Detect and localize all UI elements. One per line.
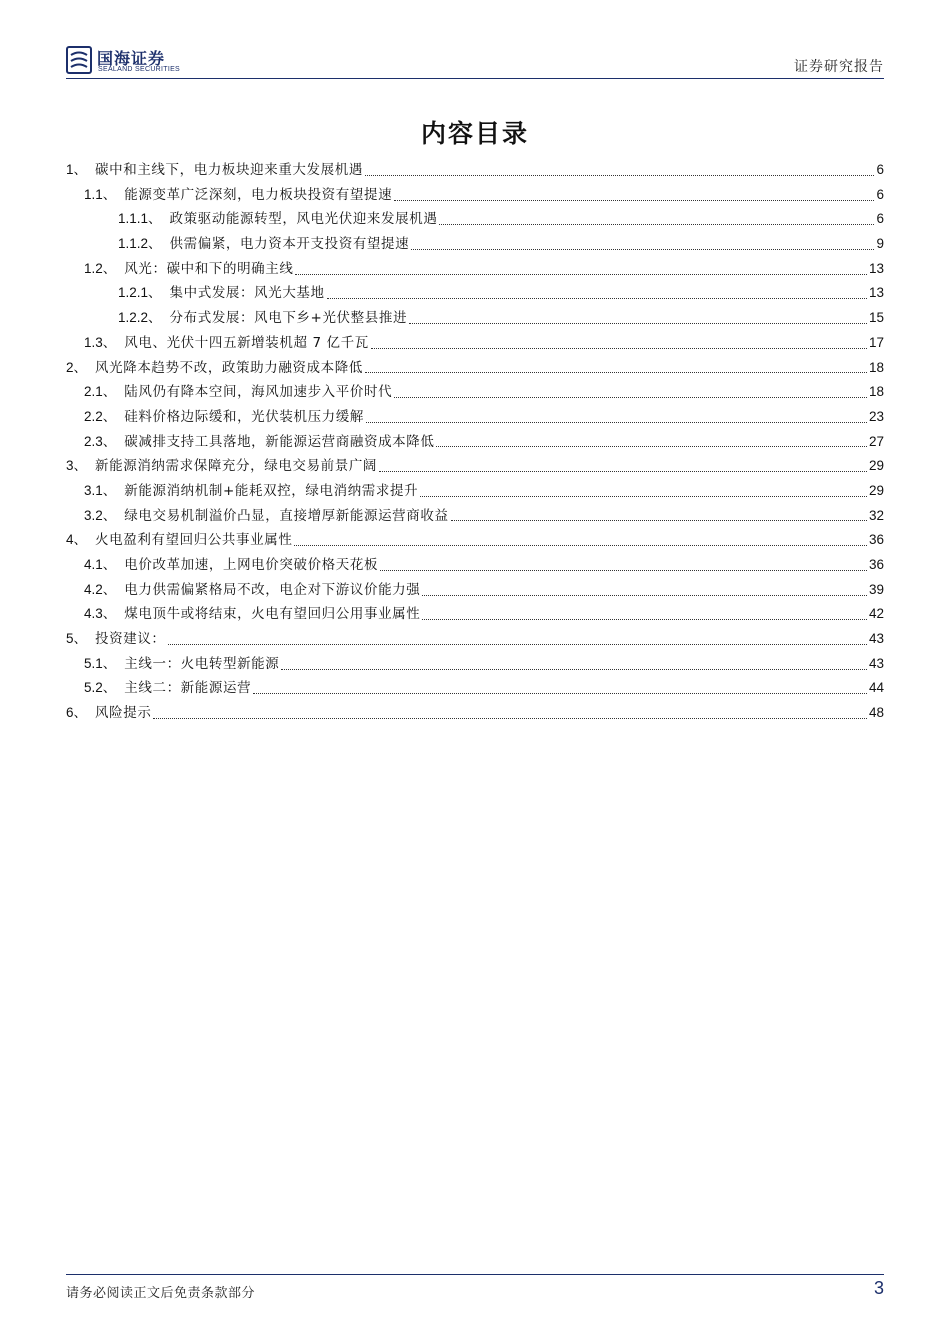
toc-entry-number: 1.1、 [84,186,117,202]
toc-entry-number: 1.2.1、 [118,285,162,301]
toc-entry-page: 29 [868,458,884,474]
toc-entry-text: 风光降本趋势不改，政策助力融资成本降低 [95,359,363,376]
toc-entry-page: 6 [876,211,884,227]
toc-entry-text: 新能源消纳机制+能耗双控，绿电消纳需求提升 [124,482,419,499]
toc-entry-number: 1.1.1、 [118,211,162,227]
toc-entry-page: 44 [868,680,884,696]
toc-entry-text: 碳中和主线下，电力板块迎来重大发展机遇 [95,162,363,178]
toc-entry[interactable] [66,627,884,652]
toc-entry-number: 6、 [66,705,88,721]
toc-entry-leader-dots [365,372,867,373]
toc-entry-page: 29 [868,482,884,498]
toc-entry-number: 3.1、 [84,482,117,498]
toc-entry-text: 政策驱动能源转型，风电光伏迎来发展机遇 [169,211,438,228]
toc-entry-text: 电价改革加速，上网电价突破价格天花板 [124,557,379,573]
page-number: 3 [873,1278,884,1298]
toc-entry[interactable] [66,257,884,282]
toc-entry-number: 2.1、 [84,384,117,400]
toc-title: 内容目录 [420,119,529,148]
toc-entry-leader-dots [451,520,867,521]
toc-entry[interactable] [66,405,884,430]
toc-entry-number: 1.2、 [84,260,117,276]
toc-entry-leader-dots [371,348,867,349]
toc-entry-number: 1、 [66,162,88,177]
toc-entry[interactable] [66,232,884,257]
toc-entry-leader-dots [422,595,867,596]
toc-entry-page: 36 [868,557,884,572]
toc-entry-text: 主线一：火电转型新能源 [124,655,280,672]
toc-entry-number: 4.2、 [84,581,117,597]
toc-entry-text: 煤电顶牛或将结束，火电有望回归公用事业属性 [124,606,421,623]
toc-entry-leader-dots [394,397,867,398]
toc-entry-leader-dots [294,545,867,546]
toc-entry-leader-dots [394,200,874,201]
toc-entry-number: 5、 [66,631,88,647]
toc-entry-number: 2.3、 [84,433,117,449]
toc-entry[interactable] [66,578,884,603]
toc-entry-page: 32 [868,507,884,523]
toc-entry-page: 13 [868,285,884,301]
toc-entry-page: 9 [876,236,884,252]
company-logo [66,44,266,76]
toc-entry-page: 27 [868,433,884,449]
toc-entry[interactable] [66,479,884,504]
toc-entry-page: 6 [876,162,884,177]
toc-entry-text: 电力供需偏紧格局不改，电企对下游议价能力强 [124,581,421,598]
toc-entry[interactable] [66,553,884,578]
toc-entry-text: 绿电交易机制溢价凸显，直接增厚新能源运营商收益 [124,507,449,524]
toc-entry-leader-dots [168,644,867,645]
toc-entry[interactable] [66,430,884,455]
toc-entry-leader-dots [420,496,867,497]
toc-entry[interactable] [66,652,884,677]
toc-entry-number: 4、 [66,532,88,548]
toc-entry[interactable] [66,454,884,479]
sealand-logo-icon [66,46,92,74]
toc-entry-number: 1.1.2、 [118,236,162,252]
toc-entry-leader-dots [366,422,867,423]
toc-entry[interactable] [66,528,884,553]
toc-entry-leader-dots [253,693,867,694]
toc-entry[interactable] [66,281,884,306]
page-footer [66,1274,884,1305]
toc-entry-leader-dots [379,471,867,472]
toc-entry-text: 能源变革广泛深刻，电力板块投资有望提速 [124,186,393,203]
toc-entry[interactable] [66,331,884,356]
toc-entry-number: 1.3、 [84,334,117,350]
toc-entry-text: 主线二：新能源运营 [124,680,252,697]
toc-entry-page: 18 [868,384,884,400]
toc-entry-leader-dots [409,323,867,324]
toc-entry-leader-dots [327,298,867,299]
toc-entry[interactable] [66,380,884,405]
toc-entry[interactable] [66,158,884,183]
toc-entry-leader-dots [281,669,867,670]
table-of-contents [66,158,884,726]
page-header [66,44,884,79]
toc-entry-text: 风险提示 [95,705,152,722]
toc-entry[interactable] [66,306,884,331]
toc-entry[interactable] [66,602,884,627]
toc-entry-text: 集中式发展：风光大基地 [169,285,325,302]
toc-entry-page: 6 [876,186,884,202]
toc-entry-text: 火电盈利有望回归公共事业属性 [95,532,293,549]
toc-entry-text: 碳减排支持工具落地，新能源运营商融资成本降低 [124,433,435,450]
toc-entry-leader-dots [153,718,867,719]
toc-entry-text: 硅料价格边际缓和，光伏装机压力缓解 [124,408,364,425]
toc-entry-number: 3.2、 [84,507,117,523]
toc-entry-number: 2.2、 [84,408,117,424]
logo-chinese-name: 国海证券 [97,49,166,68]
report-type-label: 证券研究报告 [794,59,884,75]
toc-entry-text: 供需偏紧，电力资本开支投资有望提速 [169,236,410,253]
toc-entry-number: 5.2、 [84,680,117,696]
logo-english-name: SEALAND SECURITIES [98,66,181,73]
toc-entry-page: 43 [868,655,884,671]
toc-entry-page: 17 [868,334,884,350]
toc-entry-page: 48 [868,705,884,721]
toc-entry-number: 2、 [66,359,88,375]
toc-entry-leader-dots [365,175,875,176]
toc-entry-leader-dots [411,249,874,250]
toc-entry-page: 42 [868,606,884,622]
toc-entry-page: 43 [868,631,884,647]
toc-entry-number: 5.1、 [84,655,117,671]
toc-entry[interactable] [66,356,884,381]
toc-entry-leader-dots [439,224,874,225]
toc-entry-leader-dots [422,619,867,620]
toc-entry-text: 分布式发展：风电下乡+光伏整县推进 [169,310,408,327]
toc-entry-number: 3、 [66,458,88,474]
toc-entry-page: 15 [868,310,884,326]
toc-entry-page: 18 [868,359,884,375]
toc-entry-page: 39 [868,581,884,597]
toc-entry-text: 风光：碳中和下的明确主线 [124,260,294,277]
toc-entry-page: 23 [868,408,884,424]
toc-entry[interactable] [66,676,884,701]
toc-entry[interactable] [66,183,884,208]
toc-entry-page: 13 [868,260,884,276]
toc-entry-text: 陆风仍有降本空间，海风加速步入平价时代 [124,384,393,401]
toc-entry[interactable] [66,701,884,726]
toc-entry-leader-dots [295,274,866,275]
toc-entry-number: 4.3、 [84,606,117,622]
disclaimer-text: 请务必阅读正文后免责条款部分 [66,1286,256,1301]
toc-entry-number: 1.2.2、 [118,310,162,326]
toc-entry-text: 投资建议： [95,631,166,648]
toc-entry[interactable] [66,504,884,529]
toc-entry-leader-dots [380,570,867,571]
toc-entry-number: 4.1、 [84,557,117,572]
toc-entry-text: 风电、光伏十四五新增装机超 7 亿千瓦 [124,334,369,351]
toc-entry-text: 新能源消纳需求保障充分，绿电交易前景广阔 [95,458,378,475]
toc-entry-leader-dots [436,446,866,447]
toc-entry-page: 36 [868,532,884,548]
toc-entry[interactable] [66,207,884,232]
